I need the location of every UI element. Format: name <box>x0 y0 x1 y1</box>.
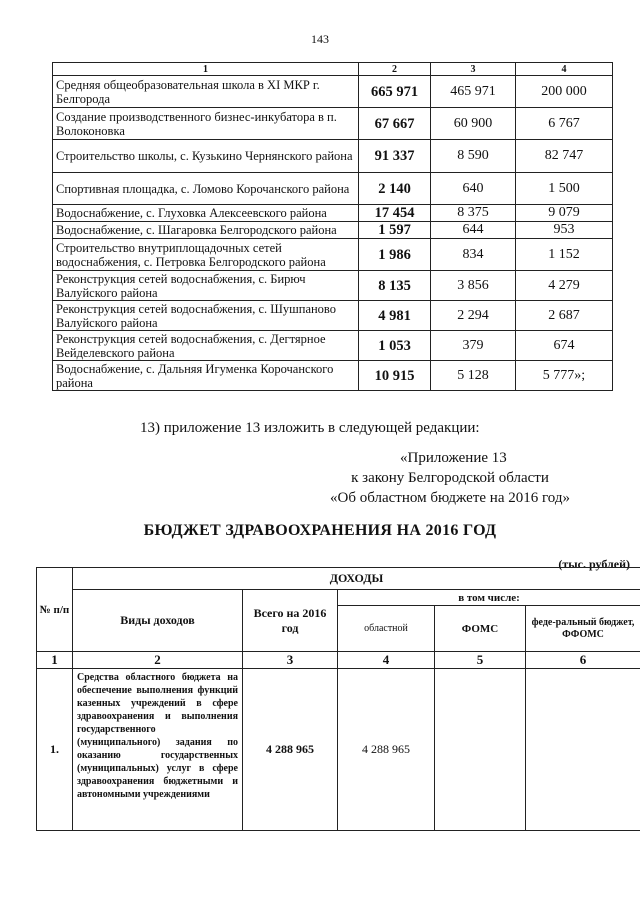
row-regional: 379 <box>431 331 516 361</box>
row-total: 8 135 <box>359 271 431 301</box>
annex-line-1: «Приложение 13 <box>400 450 507 466</box>
col-index: 5 <box>435 652 526 669</box>
table-row <box>53 173 613 205</box>
row-name: Водоснабжение, с. Дальняя Игуменка Корочанского района <box>53 361 359 391</box>
row-local: 674 <box>516 331 613 361</box>
table-row <box>53 222 613 239</box>
col-index: 1 <box>37 652 73 669</box>
row-number: 1. <box>37 669 73 831</box>
federal-header: феде-ральный бюджет, ФФОМС <box>526 606 640 652</box>
income-header: ДОХОДЫ <box>73 568 640 590</box>
row-total: 17 454 <box>359 205 431 222</box>
table-row <box>53 271 613 301</box>
row-total: 1 986 <box>359 239 431 271</box>
row-description: Средства областного бюджета на обеспечение выполнения функций казенных учреждений в сфере здравоохранения и выполнения государственного (муниципального) задания по оказанию государственных (муниципальных) услуг в сфере здравоохранения бюджетными и автономными учреждениями <box>73 669 243 831</box>
row-name: Спортивная площадка, с. Ломово Корочанского района <box>53 173 359 205</box>
row-regional: 834 <box>431 239 516 271</box>
annex-line-3: «Об областном бюджете на 2016 год» <box>330 490 570 506</box>
row-local: 200 000 <box>516 76 613 108</box>
row-total: 2 140 <box>359 173 431 205</box>
row-regional: 4 288 965 <box>338 669 435 831</box>
row-local: 1 500 <box>516 173 613 205</box>
including-header: в том числе: <box>338 590 640 606</box>
table1-col-3: 3 <box>431 63 516 76</box>
row-total: 665 971 <box>359 76 431 108</box>
annex-line-2: к закону Белгородской области <box>351 470 549 486</box>
page-number: 143 <box>311 32 329 46</box>
row-name: Реконструкция сетей водоснабжения, с. Дегтярное Вейделевского района <box>53 331 359 361</box>
row-regional: 644 <box>431 222 516 239</box>
table-row <box>53 239 613 271</box>
table1-col-1: 1 <box>53 63 359 76</box>
row-local: 82 747 <box>516 140 613 173</box>
row-total: 67 667 <box>359 108 431 140</box>
row-name: Средняя общеобразовательная школа в XI МКР г. Белгорода <box>53 76 359 108</box>
table-row <box>53 76 613 108</box>
row-local: 9 079 <box>516 205 613 222</box>
row-local: 5 777»; <box>516 361 613 391</box>
kinds-header: Виды доходов <box>73 590 243 652</box>
row-total: 4 288 965 <box>243 669 338 831</box>
row-local: 2 687 <box>516 301 613 331</box>
row-total: 1 053 <box>359 331 431 361</box>
row-regional: 60 900 <box>431 108 516 140</box>
foms-header: ФОМС <box>435 606 526 652</box>
col-index: 4 <box>338 652 435 669</box>
col-index: 6 <box>526 652 640 669</box>
row-total: 1 597 <box>359 222 431 239</box>
table1-col-4: 4 <box>516 63 613 76</box>
regional-header: областной <box>338 606 435 652</box>
table-row <box>53 331 613 361</box>
table1-col-2: 2 <box>359 63 431 76</box>
row-regional: 640 <box>431 173 516 205</box>
row-foms <box>435 669 526 831</box>
row-name: Строительство школы, с. Кузькино Чернянского района <box>53 140 359 173</box>
row-name: Строительство внутриплощадочных сетей водоснабжения, с. Петровка Белгородского района <box>53 239 359 271</box>
table-row <box>53 361 613 391</box>
row-regional: 3 856 <box>431 271 516 301</box>
capital-investments-table <box>52 62 613 391</box>
col-index-row <box>37 652 640 669</box>
total-header: Всего на 2016 год <box>243 590 338 652</box>
row-name: Водоснабжение, с. Шагаровка Белгородского района <box>53 222 359 239</box>
table-row <box>37 669 640 831</box>
row-total: 91 337 <box>359 140 431 173</box>
row-regional: 465 971 <box>431 76 516 108</box>
row-regional: 5 128 <box>431 361 516 391</box>
units-label: (тыс. рублей) <box>558 557 630 571</box>
row-regional: 2 294 <box>431 301 516 331</box>
row-local: 4 279 <box>516 271 613 301</box>
table-row <box>53 301 613 331</box>
row-local: 953 <box>516 222 613 239</box>
row-local: 6 767 <box>516 108 613 140</box>
table-row <box>53 205 613 222</box>
row-name: Водоснабжение, с. Глуховка Алексеевского района <box>53 205 359 222</box>
row-total: 4 981 <box>359 301 431 331</box>
row-total: 10 915 <box>359 361 431 391</box>
row-federal <box>526 669 640 831</box>
annex-heading <box>300 448 600 508</box>
healthcare-budget-table <box>36 567 640 831</box>
col-index: 3 <box>243 652 338 669</box>
row-name: Реконструкция сетей водоснабжения, с. Бирюч Валуйского района <box>53 271 359 301</box>
table1-header-row <box>53 63 613 76</box>
row-name: Создание производственного бизнес-инкубатора в п. Волоконовка <box>53 108 359 140</box>
item-13-text: 13) приложение 13 изложить в следующей редакции: <box>140 420 480 436</box>
row-local: 1 152 <box>516 239 613 271</box>
budget-title: БЮДЖЕТ ЗДРАВООХРАНЕНИЯ НА 2016 ГОД <box>143 522 497 539</box>
table-row <box>53 108 613 140</box>
table-row <box>53 140 613 173</box>
row-name: Реконструкция сетей водоснабжения, с. Шушпаново Валуйского района <box>53 301 359 331</box>
col-index: 2 <box>73 652 243 669</box>
row-regional: 8 375 <box>431 205 516 222</box>
col-number-header: № п/п <box>37 568 73 652</box>
row-regional: 8 590 <box>431 140 516 173</box>
